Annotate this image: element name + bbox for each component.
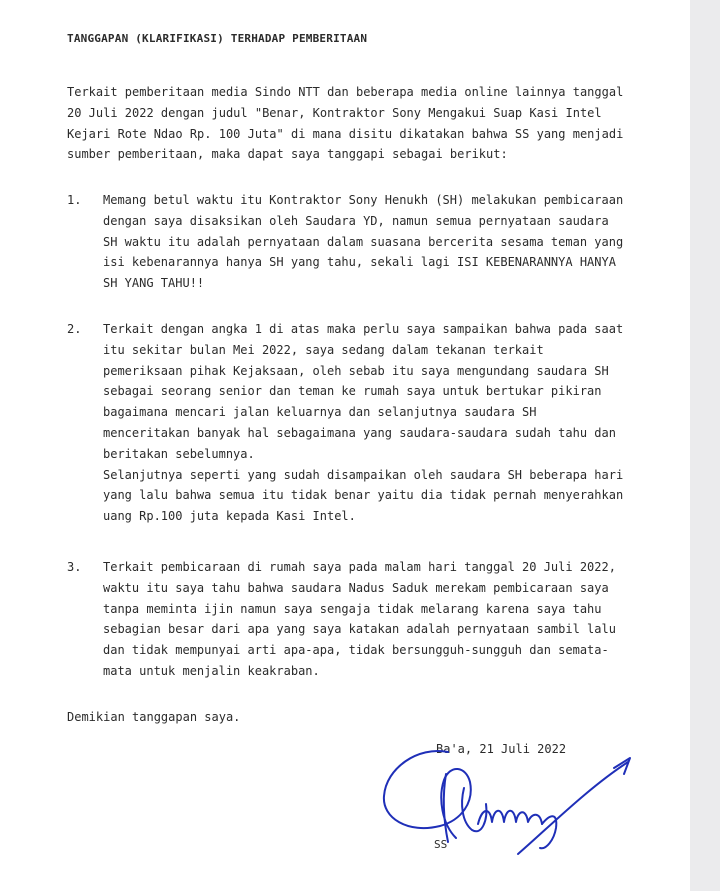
list-item-text: Terkait dengan angka 1 di atas maka perlu saya sampaikan bahwa pada saat itu sekitar bulan Mei 2022, saya sedang dalam tekanan terkait pemeriksaan pihak Kejaksaan, oleh sebab itu saya mengundang saudara SH sebagai seorang senior dan teman ke rumah saya untuk bertukar pikiran bagaimana mencari jalan keluarnya dan selanjutnya saudara SH menceritakan banyak hal sebagaimana yang saudara-saudara sudah tahu dan beritakan sebelumnya. Selanjutnya seperti yang sudah disampaikan oleh saudara SH beberapa hari yang lalu bahwa semua itu tidak benar yaitu dia tidak pernah menyerahkan uang Rp.100 juta kepada Kasi Intel. <box>103 322 624 524</box>
signature-stroke <box>478 811 542 824</box>
intro-paragraph: Terkait pemberitaan media Sindo NTT dan beberapa media online lainnya tanggal 20 Juli 2022 dengan judul "Benar, Kontraktor Sony Mengakui Suap Kasi Intel Kejari Rote Ndao Rp. 100 Juta" di mana disitu dikatakan bahwa SS yang menjadi sumber pemberitaan, maka dapat saya tanggapi sebagai berikut: <box>67 85 624 162</box>
signature-stroke <box>384 751 471 838</box>
signature-stroke <box>444 774 448 842</box>
handwritten-signature <box>378 738 638 858</box>
list-item-number: 1. <box>67 193 82 207</box>
document-title: TANGGAPAN (KLARIFIKASI) TERHADAP PEMBERITAAN <box>67 32 368 45</box>
list-item-text: Terkait pembicaraan di rumah saya pada malam hari tanggal 20 Juli 2022, waktu itu saya tahu bahwa saudara Nadus Saduk merekam pembicaraan saya tanpa meminta ijin namun saya sengaja tidak melarang karena saya tahu sebagian besar dari apa yang saya katakan adalah pernyataan sambil lalu dan tidak mempunyai arti apa-apa, tidak bersungguh-sungguh dan semata- mata untuk menjalin keakraban. <box>103 560 616 678</box>
list-item-number: 3. <box>67 560 82 574</box>
list-item-text: Memang betul waktu itu Kontraktor Sony Henukh (SH) melakukan pembicaraan dengan saya disaksikan oleh Saudara YD, namun semua pernyataan saudara SH waktu itu adalah pernyataan dalam suasana bercerita sesama teman yang isi kebenarannya hanya SH yang tahu, sekali lagi ISI KEBENARANNYA HANYA SH YANG TAHU!! <box>103 193 624 291</box>
page-margin <box>690 0 720 891</box>
list-item-number: 2. <box>67 322 82 336</box>
signature-stroke <box>518 762 628 854</box>
place-date: Ba'a, 21 Juli 2022 <box>436 742 567 756</box>
signature-stroke <box>462 788 486 831</box>
signer-initials: SS <box>434 838 448 851</box>
closing-statement: Demikian tanggapan saya. <box>67 710 241 724</box>
